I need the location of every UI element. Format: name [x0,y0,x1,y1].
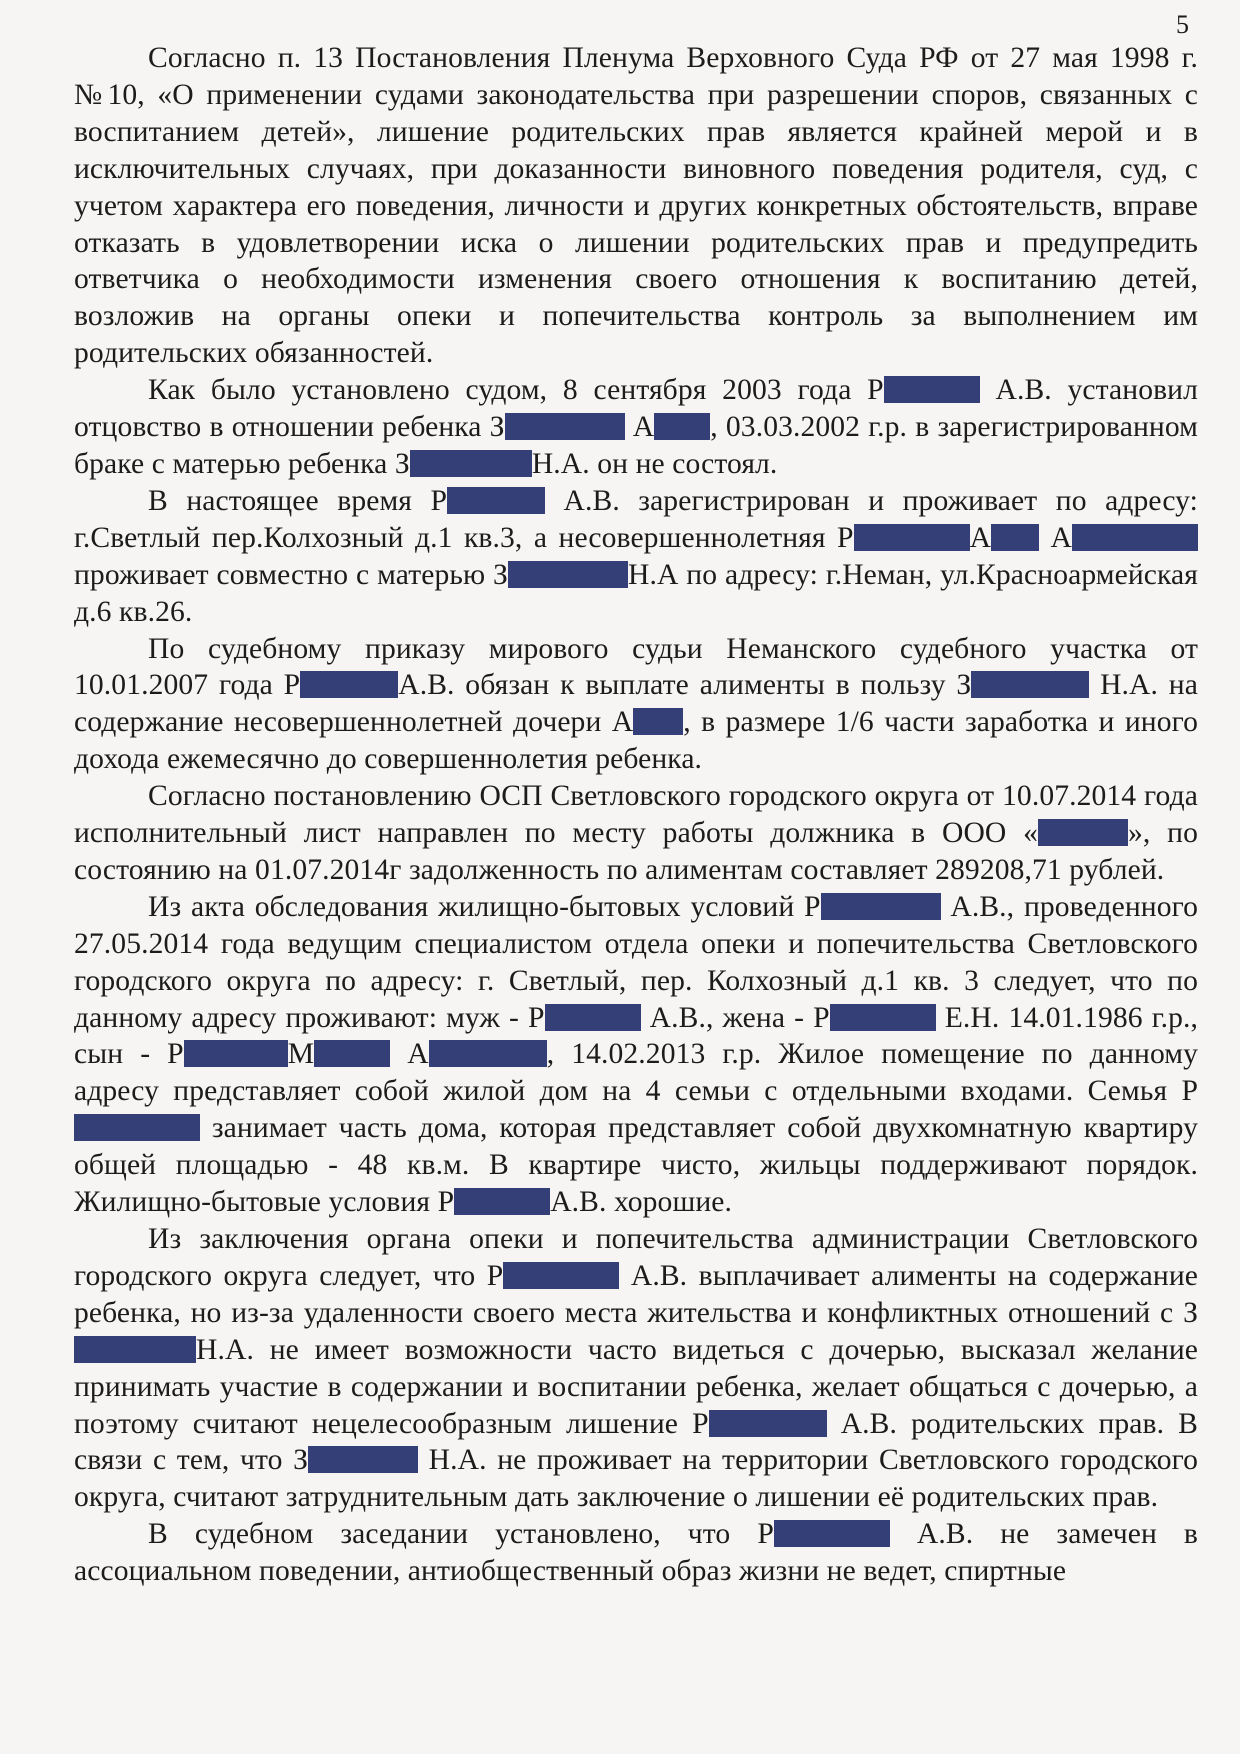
redaction-bar [505,413,625,440]
text-run: А.В. установил отцовство в отношении ребенка З [74,374,1198,444]
text-run: Е.Н. 14.01.1986 г.р., сын - Р [74,1001,1198,1071]
text-run: А [390,1038,429,1071]
redaction-bar [447,487,545,514]
paragraph-akt [74,889,1198,1221]
text-run: Согласно постановлению ОСП Светловского городского округа от 10.07.2014 года исполнительный лист направлен по месту работы должника в ООО « [74,780,1198,850]
text-run: По судебному приказу мирового судьи Неманского судебного участка от 10.01.2007 года Р [74,632,1198,702]
redaction-bar [74,1114,200,1141]
redaction-bar [184,1040,288,1067]
page-number: 5 [1176,10,1189,39]
redaction-bar [314,1040,390,1067]
paragraph-pleniuma [74,40,1198,372]
redaction-bar [709,1410,827,1437]
text-run: , 14.02.2013 г.р. Жилое помещение по данному адресу представляет собой жилой дом на 4 семьи с отдельными входами. Семья Р [74,1038,1198,1108]
paragraph-prikaz [74,631,1198,779]
text-run: М [287,1038,315,1071]
redaction-bar [1038,819,1128,846]
text-run: А [1039,521,1072,554]
redaction-bar [545,1004,641,1031]
redaction-bar [429,1040,547,1067]
text-run: Н.А. на содержание несовершеннолетней дочери А [74,669,1198,739]
redaction-bar [410,450,532,477]
paragraph-osp [74,778,1198,889]
redaction-bar [830,1004,936,1031]
text-run: А.В. родительских прав. В связи с тем, что З [74,1407,1198,1477]
redaction-bar [454,1188,550,1215]
text-run: Из заключения органа опеки и попечительства администрации Светловского городского округа следует, что Р [74,1223,1198,1292]
text-run: Н.А. не проживает на территории Светловского городского округа, считают затруднительным дать заключение о лишении её родительских прав. [74,1444,1198,1514]
paragraph-otcovstvo [74,372,1198,483]
text-run: А.В. обязан к выплате алименты в пользу З [398,669,972,702]
redaction-bar [774,1520,890,1547]
redaction-bar [854,524,970,551]
text-run: В настоящее время Р [148,484,448,517]
text-run: , в размере 1/6 части заработка и иного дохода ежемесячно до совершеннолетия ребенка. [74,706,1199,776]
text-run: Как было установлено судом, 8 сентября 2003 года Р [148,374,884,407]
document-body [74,40,1198,1590]
redaction-bar [821,893,941,920]
text-run: А [624,411,655,444]
text-run: проживает совместно с матерью З [74,558,508,591]
text-run: А.В. зарегистрирован и проживает по адресу: г.Светлый пер.Колхозный д.1 кв.3, а несовершеннолетняя Р [74,484,1198,554]
redaction-bar [508,561,628,588]
text-run: Согласно п. 13 Постановления Пленума Верховного Суда РФ от 27 мая 1998 г. №10, «О применении судами законодательства при разрешении споров, связанных с воспитанием детей», лишение родительских прав является крайней мерой и в исключительных случаях, при доказанности виновного поведения родителя, суд, с учетом характера его поведения, личности и других конкретных обстоятельств, вправе отказать в удовлетворении иска о лишении родительских прав и предупредить ответчика о необходимости изменения своего отношения к воспитанию детей, возложив на органы опеки и попечительства контроль за выполнением им родительских обязанностей. [74,42,1198,370]
text-run: А [969,521,992,554]
text-run: А.В., жена - Р [640,1001,830,1034]
text-run: В судебном заседании установлено, что Р [148,1518,774,1551]
text-run: Из акта обследования жилищно-бытовых условий Р [148,890,821,923]
redaction-bar [971,671,1089,698]
redaction-bar [633,708,683,735]
text-run: А.В. выплачивает алименты на содержание ребенка, но из-за удаленности своего места жительства и конфликтных отношений с З [74,1259,1198,1329]
text-run: А.В. не замечен в ассоциальном поведении, антиобщественный образ жизни не ведет, спиртные [74,1518,1198,1588]
redaction-bar [74,1336,196,1363]
redaction-bar [884,376,980,403]
redaction-bar [1072,524,1198,551]
paragraph-zasedanie [74,1516,1198,1590]
text-run: А.В. хорошие. [550,1186,733,1219]
redaction-bar [503,1262,619,1289]
redaction-bar [991,524,1039,551]
paragraph-zaklyuchenie [74,1221,1198,1516]
paragraph-adres [74,483,1198,631]
text-run: А.В., проведенного 27.05.2014 года ведущим специалистом отдела опеки и попечительства Светловского городского округа по адресу: г. Светлый, пер. Колхозный д.1 кв. 3 следует, что по данному адресу проживают: муж - Р [74,890,1198,1034]
redaction-bar [300,671,398,698]
text-run: занимает часть дома, которая представляет собой двухкомнатную квартиру общей площадью - 48 кв.м. В квартире чисто, жильцы поддерживают порядок. Жилищно-бытовые условия Р [74,1112,1198,1219]
text-run: Н.А. не имеет возможности часто видеться с дочерью, высказал желание принимать участие в содержании и воспитании ребенка, желает общаться с дочерью, а поэтому считают нецелесообразным лишение Р [74,1333,1198,1440]
redaction-bar [654,413,710,440]
text-run: , 03.03.2002 г.р. в зарегистрированном браке с матерью ребенка З [74,411,1198,480]
text-run: », по состоянию на 01.07.2014г задолженность по алиментам составляет 289208,71 рублей. [74,817,1198,886]
text-run: Н.А. он не состоял. [531,447,778,480]
text-run: Н.А по адресу: г.Неман, ул.Красноармейская д.6 кв.26. [74,558,1198,628]
redaction-bar [308,1446,418,1473]
